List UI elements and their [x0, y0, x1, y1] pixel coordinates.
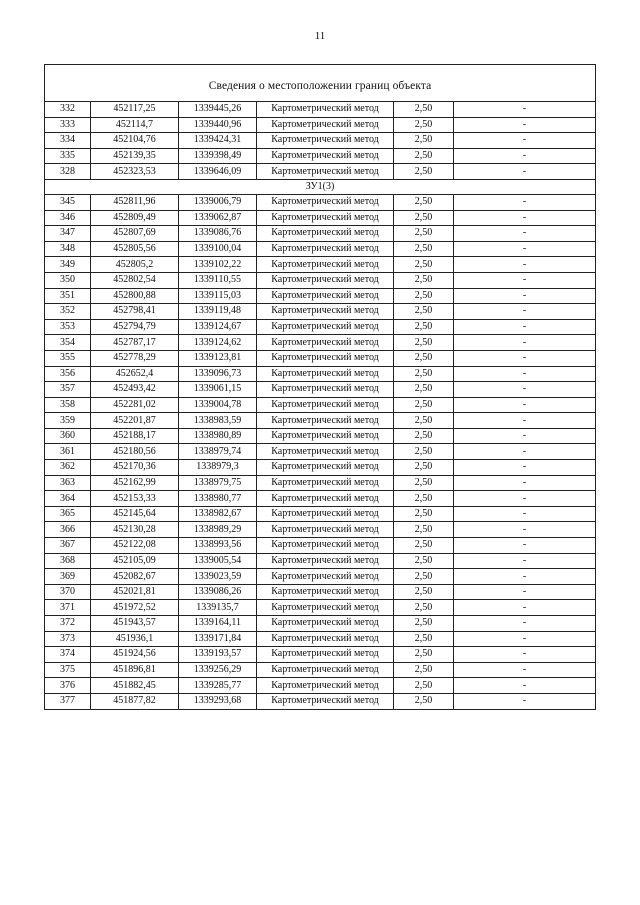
precision-cell: 2,50: [394, 600, 454, 616]
y-coordinate-cell: 1339256,29: [179, 662, 257, 678]
precision-cell: 2,50: [394, 210, 454, 226]
table-row: [45, 460, 596, 476]
method-cell: Картометрический метод: [257, 475, 394, 491]
point-number-cell: 376: [45, 678, 91, 694]
x-coordinate-cell: 451936,1: [91, 631, 179, 647]
point-number-cell: 345: [45, 194, 91, 210]
x-coordinate-cell: 452162,99: [91, 475, 179, 491]
precision-cell: 2,50: [394, 272, 454, 288]
note-cell: -: [454, 444, 596, 460]
method-cell: Картометрический метод: [257, 335, 394, 351]
method-cell: Картометрический метод: [257, 117, 394, 133]
point-number-cell: 335: [45, 148, 91, 164]
point-number-cell: 358: [45, 397, 91, 413]
point-number-cell: 360: [45, 428, 91, 444]
note-cell: -: [454, 210, 596, 226]
method-cell: Картометрический метод: [257, 538, 394, 554]
note-cell: -: [454, 522, 596, 538]
precision-cell: 2,50: [394, 226, 454, 242]
x-coordinate-cell: 452787,17: [91, 335, 179, 351]
point-number-cell: 364: [45, 491, 91, 507]
point-number-cell: 355: [45, 350, 91, 366]
table-row: [45, 444, 596, 460]
x-coordinate-cell: 451877,82: [91, 693, 179, 709]
note-cell: -: [454, 164, 596, 180]
precision-cell: 2,50: [394, 538, 454, 554]
point-number-cell: 372: [45, 616, 91, 632]
x-coordinate-cell: 452180,56: [91, 444, 179, 460]
note-cell: -: [454, 647, 596, 663]
table-row: [45, 304, 596, 320]
x-coordinate-cell: 452117,25: [91, 102, 179, 118]
note-cell: -: [454, 491, 596, 507]
note-cell: -: [454, 102, 596, 118]
precision-cell: 2,50: [394, 335, 454, 351]
precision-cell: 2,50: [394, 304, 454, 320]
x-coordinate-cell: 452802,54: [91, 272, 179, 288]
note-cell: -: [454, 631, 596, 647]
note-cell: -: [454, 272, 596, 288]
x-coordinate-cell: 452082,67: [91, 569, 179, 585]
table-row: [45, 569, 596, 585]
point-number-cell: 356: [45, 366, 91, 382]
table-row: [45, 631, 596, 647]
table-row: [45, 272, 596, 288]
x-coordinate-cell: 452153,33: [91, 491, 179, 507]
note-cell: -: [454, 600, 596, 616]
method-cell: Картометрический метод: [257, 210, 394, 226]
x-coordinate-cell: 452130,28: [91, 522, 179, 538]
precision-cell: 2,50: [394, 678, 454, 694]
point-number-cell: 367: [45, 538, 91, 554]
note-cell: -: [454, 133, 596, 149]
table-row: [45, 506, 596, 522]
x-coordinate-cell: 452809,49: [91, 210, 179, 226]
precision-cell: 2,50: [394, 553, 454, 569]
x-coordinate-cell: 452114,7: [91, 117, 179, 133]
note-cell: -: [454, 693, 596, 709]
method-cell: Картометрический метод: [257, 616, 394, 632]
method-cell: Картометрический метод: [257, 584, 394, 600]
y-coordinate-cell: 1339023,59: [179, 569, 257, 585]
precision-cell: 2,50: [394, 662, 454, 678]
table-row: [45, 693, 596, 709]
note-cell: -: [454, 553, 596, 569]
table-row: [45, 678, 596, 694]
method-cell: Картометрический метод: [257, 522, 394, 538]
precision-cell: 2,50: [394, 616, 454, 632]
boundary-coordinates-table: [44, 64, 596, 710]
method-cell: Картометрический метод: [257, 226, 394, 242]
point-number-cell: 365: [45, 506, 91, 522]
y-coordinate-cell: 1339102,22: [179, 257, 257, 273]
table-row: [45, 382, 596, 398]
table-row: [45, 241, 596, 257]
y-coordinate-cell: 1339293,68: [179, 693, 257, 709]
table-row: [45, 288, 596, 304]
table-row: [45, 335, 596, 351]
table-row: [45, 133, 596, 149]
note-cell: -: [454, 335, 596, 351]
y-coordinate-cell: 1339398,49: [179, 148, 257, 164]
page-number: 11: [314, 30, 326, 42]
x-coordinate-cell: 452805,56: [91, 241, 179, 257]
precision-cell: 2,50: [394, 164, 454, 180]
method-cell: Картометрический метод: [257, 506, 394, 522]
point-number-cell: 368: [45, 553, 91, 569]
note-cell: -: [454, 413, 596, 429]
x-coordinate-cell: 451943,57: [91, 616, 179, 632]
note-cell: -: [454, 616, 596, 632]
note-cell: -: [454, 257, 596, 273]
point-number-cell: 348: [45, 241, 91, 257]
precision-cell: 2,50: [394, 366, 454, 382]
x-coordinate-cell: 451972,52: [91, 600, 179, 616]
x-coordinate-cell: 452139,35: [91, 148, 179, 164]
y-coordinate-cell: 1339424,31: [179, 133, 257, 149]
precision-cell: 2,50: [394, 444, 454, 460]
x-coordinate-cell: 452794,79: [91, 319, 179, 335]
y-coordinate-cell: 1339110,55: [179, 272, 257, 288]
y-coordinate-cell: 1339086,76: [179, 226, 257, 242]
point-number-cell: 349: [45, 257, 91, 273]
x-coordinate-cell: 452493,42: [91, 382, 179, 398]
y-coordinate-cell: 1338979,3: [179, 460, 257, 476]
point-number-cell: 346: [45, 210, 91, 226]
note-cell: -: [454, 117, 596, 133]
y-coordinate-cell: 1339124,67: [179, 319, 257, 335]
method-cell: Картометрический метод: [257, 428, 394, 444]
method-cell: Картометрический метод: [257, 164, 394, 180]
y-coordinate-cell: 1339164,11: [179, 616, 257, 632]
x-coordinate-cell: 452805,2: [91, 257, 179, 273]
x-coordinate-cell: 451882,45: [91, 678, 179, 694]
y-coordinate-cell: 1339061,15: [179, 382, 257, 398]
precision-cell: 2,50: [394, 522, 454, 538]
point-number-cell: 352: [45, 304, 91, 320]
table-row: [45, 553, 596, 569]
point-number-cell: 370: [45, 584, 91, 600]
x-coordinate-cell: 452281,02: [91, 397, 179, 413]
precision-cell: 2,50: [394, 584, 454, 600]
point-number-cell: 377: [45, 693, 91, 709]
x-coordinate-cell: 452188,17: [91, 428, 179, 444]
point-number-cell: 328: [45, 164, 91, 180]
y-coordinate-cell: 1339440,96: [179, 117, 257, 133]
method-cell: Картометрический метод: [257, 553, 394, 569]
y-coordinate-cell: 1338980,77: [179, 491, 257, 507]
x-coordinate-cell: 452652,4: [91, 366, 179, 382]
method-cell: Картометрический метод: [257, 413, 394, 429]
precision-cell: 2,50: [394, 319, 454, 335]
x-coordinate-cell: 452807,69: [91, 226, 179, 242]
table-row: [45, 397, 596, 413]
point-number-cell: 332: [45, 102, 91, 118]
point-number-cell: 371: [45, 600, 91, 616]
table-row: [45, 210, 596, 226]
point-number-cell: 363: [45, 475, 91, 491]
table-row: [45, 117, 596, 133]
note-cell: -: [454, 319, 596, 335]
y-coordinate-cell: 1339124,62: [179, 335, 257, 351]
point-number-cell: 354: [45, 335, 91, 351]
y-coordinate-cell: 1339086,26: [179, 584, 257, 600]
method-cell: Картометрический метод: [257, 102, 394, 118]
precision-cell: 2,50: [394, 491, 454, 507]
table-row: [45, 350, 596, 366]
note-cell: -: [454, 397, 596, 413]
method-cell: Картометрический метод: [257, 444, 394, 460]
y-coordinate-cell: 1339096,73: [179, 366, 257, 382]
x-coordinate-cell: 452811,96: [91, 194, 179, 210]
point-number-cell: 334: [45, 133, 91, 149]
point-number-cell: 351: [45, 288, 91, 304]
precision-cell: 2,50: [394, 569, 454, 585]
y-coordinate-cell: 1339445,26: [179, 102, 257, 118]
y-coordinate-cell: 1338989,29: [179, 522, 257, 538]
table-row: [45, 194, 596, 210]
point-number-cell: 359: [45, 413, 91, 429]
y-coordinate-cell: 1339285,77: [179, 678, 257, 694]
precision-cell: 2,50: [394, 102, 454, 118]
method-cell: Картометрический метод: [257, 319, 394, 335]
precision-cell: 2,50: [394, 148, 454, 164]
x-coordinate-cell: 452104,76: [91, 133, 179, 149]
table-row: [45, 366, 596, 382]
note-cell: -: [454, 304, 596, 320]
method-cell: Картометрический метод: [257, 272, 394, 288]
note-cell: -: [454, 475, 596, 491]
y-coordinate-cell: 1338983,59: [179, 413, 257, 429]
point-number-cell: 353: [45, 319, 91, 335]
note-cell: -: [454, 538, 596, 554]
precision-cell: 2,50: [394, 288, 454, 304]
y-coordinate-cell: 1339004,78: [179, 397, 257, 413]
point-number-cell: 347: [45, 226, 91, 242]
point-number-cell: 357: [45, 382, 91, 398]
precision-cell: 2,50: [394, 133, 454, 149]
x-coordinate-cell: 452323,53: [91, 164, 179, 180]
point-number-cell: 375: [45, 662, 91, 678]
method-cell: Картометрический метод: [257, 366, 394, 382]
method-cell: Картометрический метод: [257, 350, 394, 366]
table-row: [45, 164, 596, 180]
point-number-cell: 333: [45, 117, 91, 133]
point-number-cell: 366: [45, 522, 91, 538]
table-row: [45, 475, 596, 491]
table-row: [45, 538, 596, 554]
note-cell: -: [454, 460, 596, 476]
table-row: [45, 491, 596, 507]
method-cell: Картометрический метод: [257, 693, 394, 709]
method-cell: Картометрический метод: [257, 569, 394, 585]
table-row: [45, 616, 596, 632]
note-cell: -: [454, 506, 596, 522]
y-coordinate-cell: 1338979,74: [179, 444, 257, 460]
table-title-row: [45, 65, 596, 102]
precision-cell: 2,50: [394, 475, 454, 491]
precision-cell: 2,50: [394, 350, 454, 366]
table-row: [45, 413, 596, 429]
precision-cell: 2,50: [394, 194, 454, 210]
method-cell: Картометрический метод: [257, 148, 394, 164]
group-header-row: [45, 179, 596, 194]
note-cell: -: [454, 382, 596, 398]
note-cell: -: [454, 678, 596, 694]
precision-cell: 2,50: [394, 257, 454, 273]
precision-cell: 2,50: [394, 647, 454, 663]
method-cell: Картометрический метод: [257, 397, 394, 413]
note-cell: -: [454, 584, 596, 600]
method-cell: Картометрический метод: [257, 304, 394, 320]
x-coordinate-cell: 452778,29: [91, 350, 179, 366]
table-row: [45, 600, 596, 616]
note-cell: -: [454, 194, 596, 210]
note-cell: -: [454, 350, 596, 366]
y-coordinate-cell: 1338982,67: [179, 506, 257, 522]
method-cell: Картометрический метод: [257, 241, 394, 257]
y-coordinate-cell: 1339062,87: [179, 210, 257, 226]
y-coordinate-cell: 1339135,7: [179, 600, 257, 616]
method-cell: Картометрический метод: [257, 382, 394, 398]
note-cell: -: [454, 288, 596, 304]
precision-cell: 2,50: [394, 631, 454, 647]
method-cell: Картометрический метод: [257, 257, 394, 273]
table-row: [45, 428, 596, 444]
method-cell: Картометрический метод: [257, 491, 394, 507]
method-cell: Картометрический метод: [257, 678, 394, 694]
point-number-cell: 373: [45, 631, 91, 647]
method-cell: Картометрический метод: [257, 460, 394, 476]
y-coordinate-cell: 1338993,56: [179, 538, 257, 554]
point-number-cell: 362: [45, 460, 91, 476]
table-row: [45, 319, 596, 335]
x-coordinate-cell: 452021,81: [91, 584, 179, 600]
precision-cell: 2,50: [394, 117, 454, 133]
y-coordinate-cell: 1339123,81: [179, 350, 257, 366]
note-cell: -: [454, 569, 596, 585]
y-coordinate-cell: 1338979,75: [179, 475, 257, 491]
x-coordinate-cell: 452170,36: [91, 460, 179, 476]
y-coordinate-cell: 1339193,57: [179, 647, 257, 663]
x-coordinate-cell: 452122,08: [91, 538, 179, 554]
y-coordinate-cell: 1339100,04: [179, 241, 257, 257]
y-coordinate-cell: 1339006,79: [179, 194, 257, 210]
method-cell: Картометрический метод: [257, 631, 394, 647]
point-number-cell: 374: [45, 647, 91, 663]
y-coordinate-cell: 1339115,03: [179, 288, 257, 304]
group-label: ЗУ1(3): [45, 179, 596, 194]
table-row: [45, 148, 596, 164]
point-number-cell: 350: [45, 272, 91, 288]
x-coordinate-cell: 452201,87: [91, 413, 179, 429]
table-row: [45, 257, 596, 273]
point-number-cell: 369: [45, 569, 91, 585]
y-coordinate-cell: 1339119,48: [179, 304, 257, 320]
table-title: Сведения о местоположении границ объекта: [45, 65, 596, 102]
note-cell: -: [454, 148, 596, 164]
precision-cell: 2,50: [394, 460, 454, 476]
method-cell: Картометрический метод: [257, 194, 394, 210]
precision-cell: 2,50: [394, 413, 454, 429]
point-number-cell: 361: [45, 444, 91, 460]
y-coordinate-cell: 1339171,84: [179, 631, 257, 647]
table-row: [45, 226, 596, 242]
table-row: [45, 522, 596, 538]
precision-cell: 2,50: [394, 241, 454, 257]
y-coordinate-cell: 1339005,54: [179, 553, 257, 569]
note-cell: -: [454, 226, 596, 242]
x-coordinate-cell: 451896,81: [91, 662, 179, 678]
method-cell: Картометрический метод: [257, 662, 394, 678]
note-cell: -: [454, 366, 596, 382]
table-row: [45, 647, 596, 663]
table-row: [45, 584, 596, 600]
precision-cell: 2,50: [394, 428, 454, 444]
method-cell: Картометрический метод: [257, 647, 394, 663]
note-cell: -: [454, 428, 596, 444]
method-cell: Картометрический метод: [257, 133, 394, 149]
y-coordinate-cell: 1338980,89: [179, 428, 257, 444]
x-coordinate-cell: 452800,88: [91, 288, 179, 304]
table-row: [45, 662, 596, 678]
precision-cell: 2,50: [394, 506, 454, 522]
x-coordinate-cell: 452105,09: [91, 553, 179, 569]
method-cell: Картометрический метод: [257, 288, 394, 304]
x-coordinate-cell: 451924,56: [91, 647, 179, 663]
method-cell: Картометрический метод: [257, 600, 394, 616]
x-coordinate-cell: 452798,41: [91, 304, 179, 320]
precision-cell: 2,50: [394, 693, 454, 709]
note-cell: -: [454, 241, 596, 257]
precision-cell: 2,50: [394, 382, 454, 398]
precision-cell: 2,50: [394, 397, 454, 413]
table-row: [45, 102, 596, 118]
x-coordinate-cell: 452145,64: [91, 506, 179, 522]
note-cell: -: [454, 662, 596, 678]
y-coordinate-cell: 1339646,09: [179, 164, 257, 180]
